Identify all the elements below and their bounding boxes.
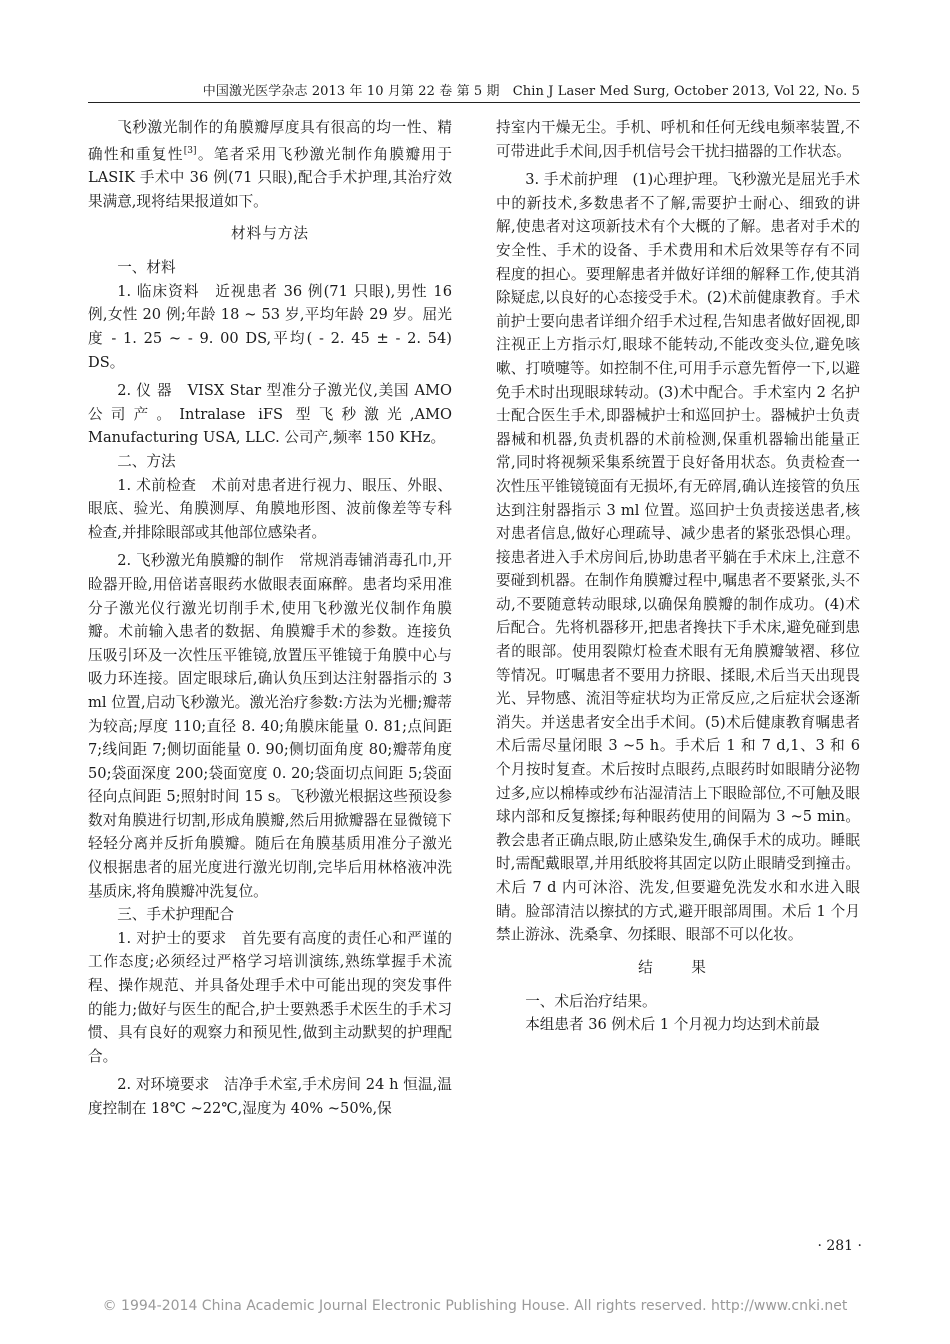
copyright-footer: © 1994-2014 China Academic Journal Electronic Publishing House. All rights reserved. http://www.cnki.net [102,1298,848,1314]
subheading-materials: 一、材料 [117,259,176,277]
left-column [88,116,452,1121]
running-head-text: 中国激光医学杂志 2013 年 10 月第 22 卷 第 5 期 Chin J Laser Med Surg, October 2013, Vol 22, No. 5 [202,84,860,99]
paragraph-preop-exam: 1. 术前检查 术前对患者进行视力、眼压、外眼、眼底、验光、角膜测厚、角膜地形图、波前像差等专科检查,并排除眼部或其他部位感染者。 [88,476,452,541]
paragraph-nurse-requirements: 1. 对护士的要求 首先要有高度的责任心和严谨的工作态度;必须经过严格学习培训演练,熟练掌握手术流程、操作规范、并具备处理手术中可能出现的突发事件的能力;做好与医生的配合,护士要熟悉手术医生的手术习惯、具有良好的观察力和预见性,做到主动默契的护理配合。 [88,929,452,1065]
paragraph-environment: 2. 对环境要求 洁净手术室,手术房间 24 h 恒温,温度控制在 18℃ ~22℃,湿度为 40% ~50%,保 [88,1076,452,1118]
paragraph-results: 本组患者 36 例术后 1 个月视力均达到术前最 [525,1016,820,1034]
section-heading-results: 结 果 [638,958,718,976]
paragraph-preop-care: 3. 手术前护理 (1)心理护理。飞秒激光是屈光手术中的新技术,多数患者不了解,需要护士耐心、细致的讲解,使患者对这项新技术有个大概的了解。患者对手术的安全性、手术的设备、手术费用和术后效果等存有不同程度的担心。要理解患者并做好详细的解释工作,使其消除疑虑,以良好的心态接受手术。(2)术前健康教育。手术前护士要向患者详细介绍手术过程,告知患者做好固视,即注视正上方指示灯,眼球不能转动,不能改变头位,避免咳嗽、打喷嚏等。如控制不住,可用手示意先暂停一下,以避免手术时出现眼球转动。(3)术中配合。手术室内 2 名护士配合医生手术,即器械护士和巡回护士。器械护士负责器械和机器,负责机器的术前检测,保重机器输出能量正常,同时将视频采集系统置于良好备用状态。负责检查一次性压平锥镜镜面有无损坏,有无碎屑,确认连接管的负压达到注射器指示 3 ml 位置。巡回护士负责接送患者,核对患者信息,做好心理疏导、减少患者的紧张恐惧心理。接患者进入手术房间后,协助患者平躺在手术床上,注意不要碰到机器。在制作角膜瓣过程中,嘱患者不要紧张,头不动,不要随意转动眼球,以确保角膜瓣的制作成功。(4)术后配合。先将机器移开,把患者搀扶下手术床,避免碰到患者的眼部。使用裂隙灯检查术眼有无角膜瓣皱褶、移位等情况。叮嘱患者不要用力挤眼、揉眼,术后当天出现畏光、异物感、流泪等症状均为正常反应,之后症状会逐渐消失。并送患者安全出手术间。(5)术后健康教育嘱患者术后需尽量闭眼 3 ~5 h。手术后 1 和 7 d,1、3 和 6 个月按时复查。术后按时点眼药,点眼药时如眼睛分泌物过多,应以棉棒或纱布沾湿清洁上下眼睑部位,不可触及眼球内部和反复擦揉;每种眼药使用的间隔为 3 ~5 min。教会患者正确点眼,防止感染发生,确保手术的成功。睡眠时,需配戴眼罩,并用纸胶将其固定以防止眼睛受到撞击。术后 7 d 内可沐浴、洗发,但要避免洗发水和水进入眼睛。脸部清洁以擦拭的方式,避开眼部周围。术后 1 个月禁止游泳、洗桑拿、勿揉眼、眼部不可以化妆。 [496,171,860,944]
paragraph-environment-continued: 持室内干燥无尘。手机、呼机和任何无线电频率装置,不可带进此手术间,因手机信号会干扰扫描器的工作状态。 [496,119,860,160]
running-header [88,80,860,103]
paragraph-flap-creation: 2. 飞秒激光角膜瓣的制作 常规消毒铺消毒孔巾,开睑器开睑,用倍诺喜眼药水做眼表面麻醉。患者均采用准分子激光仪行激光切削手术,使用飞秒激光仪制作角膜瓣。术前输入患者的数据、角膜瓣手术的参数。连接负压吸引环及一次性压平锥镜,放置压平锥镜于角膜中心与吸力环连接。固定眼球后,确认负压到达注射器指示的 3 ml 位置,启动飞秒激光。激光治疗参数:方法为光栅;瓣蒂为较高;厚度 110;直径 8. 40;角膜床能量 0. 81;点间距 7;线间距 7;侧切面能量 0. 90;侧切面角度 80;瓣蒂角度 50;袋面深度 200;袋面宽度 0. 20;袋面切点间距 5;袋面径向点间距 5;照射时间 15 s。飞秒激光根据这些预设参数对角膜进行切割,形成角膜瓣,然后用掀瓣器在显微镜下轻轻分离并反折角膜瓣。随后在角膜基质用准分子激光仪根据患者的屈光度进行激光切削,完毕后用林格液冲洗基质床,将角膜瓣冲洗复位。 [88,552,452,900]
subheading-nursing: 三、手术护理配合 [117,906,234,924]
section-heading-methods: 材料与方法 [231,225,309,243]
page-number: · 281 · [817,1238,862,1254]
intro-tail-text: 。笔者采用飞秒激光制作角膜瓣用于 LASIK 手术中 36 例(71 只眼),配合手术护理,其治疗效果满意,现将结果报道如下。 [88,145,452,210]
paragraph-clinical-data: 1. 临床资料 近视患者 36 例(71 只眼),男性 16 例,女性 20 例;年龄 18 ~ 53 岁,平均年龄 29 岁。屈光度 - 1. 25 ~ - 9. 00 DS,平均( - 2. 45 ± - 2. 54) DS。 [88,282,452,371]
intro-text: 飞秒激光制作的角膜瓣厚度具有很高的均一性、精确性和重复性 [88,119,452,163]
subheading-results: 一、术后治疗结果。 [525,992,657,1010]
subheading-methods: 二、方法 [117,452,176,470]
right-column [496,116,860,1037]
intro-paragraph [88,116,452,213]
paragraph-instruments: 2. 仪 器 VISX Star 型准分子激光仪,美国 AMO 公司产。Intralase iFS 型飞秒激光,AMO Manufacturing USA, LLC. 公司产,频率 150 KHz。 [88,382,452,447]
reference-marker[interactable]: [3] [183,145,197,156]
